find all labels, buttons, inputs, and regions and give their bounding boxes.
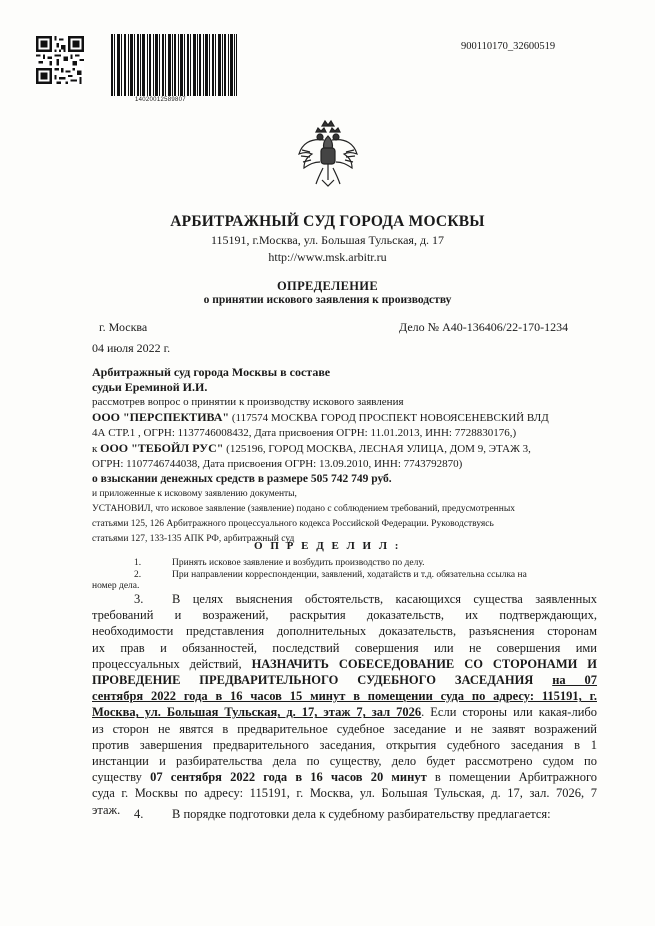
hearing-datetime: сентября 2022 года в 16 часов 15 минут в помещении суда по адресу: 115191, г. [92, 689, 597, 704]
hearing-datetime: на 07 [552, 673, 598, 688]
claim-line: о взыскании денежных средств в размере 505 742 749 руб. [92, 473, 392, 485]
preamble-line: рассмотрев вопрос о принятии к производству искового заявления [92, 396, 404, 408]
document-title: ОПРЕДЕЛЕНИЕ [277, 279, 378, 293]
document-city: г. Москва [99, 320, 148, 334]
item-3-text: . Если стороны или какая-либо [421, 705, 598, 720]
established-line: статьями 125, 126 Арбитражного процессуального кодекса Российской Федерации. Руководствуясь [92, 519, 494, 529]
plaintiff-details: (117574 МОСКВА ГОРОД ПРОСПЕКТ НОВОЯСЕНЕВСКИЙ ВЛД [229, 412, 549, 424]
item-3-line: этаж. [92, 802, 121, 817]
item-3-line [92, 704, 597, 720]
document-date: 04 июля 2022 г. [92, 341, 171, 355]
hearing-location: Москва, ул. Большая Тульская, д. 17, этаж 7, зал 7026 [92, 705, 422, 720]
qr-code [36, 36, 84, 84]
court-website: http://www.msk.arbitr.ru [268, 250, 387, 264]
defendant-prefix: к [92, 443, 101, 455]
composition-line: Арбитражный суд города Москвы в составе [92, 365, 331, 379]
operative-heading: О П Р Е Д Е Л И Л : [254, 540, 401, 552]
defendant-details-line: ОГРН: 1107746744038, Дата присвоения ОГРН: 13.09.2010, ИНН: 7743792870) [92, 458, 463, 470]
hearing-order: ПРОВЕДЕНИЕ ПРЕДВАРИТЕЛЬНОГО СУДЕБНОГО ЗАСЕДАНИЯ [92, 673, 534, 688]
item-3-line: необходимости представления дополнительных доказательств, разъяснения сторонам [92, 624, 597, 639]
item-3-text: В целях выяснения обстоятельств, касающихся существа заявленных [172, 592, 597, 606]
item-text: В порядке подготовки дела к судебному разбирательству предлагается: [172, 807, 551, 821]
court-title: АРБИТРАЖНЫЙ СУД ГОРОДА МОСКВЫ [170, 213, 485, 230]
operative-item-4 [92, 807, 551, 822]
item-3-line [92, 591, 597, 607]
item-3-line: инстанции и разбирательства дела по существу, дело будет рассмотрено судом по [92, 754, 597, 769]
barcode-number: 14020012589807 [135, 97, 186, 103]
case-number: Дело № А40-136406/22-170-1234 [399, 320, 569, 334]
item-3-line [92, 769, 597, 785]
document-subtitle: о принятии искового заявления к производству [203, 294, 452, 306]
item-3-line [92, 688, 597, 704]
item-text: Принять исковое заявление и возбудить производство по делу. [172, 558, 425, 568]
item-3-text: процессуальных действий, [92, 656, 252, 671]
barcode [111, 34, 237, 96]
item-3-line [92, 672, 597, 688]
item-number: 1. [134, 558, 142, 568]
hearing-order: НАЗНАЧИТЬ СОБЕСЕДОВАНИЕ СО СТОРОНАМИ И [251, 656, 597, 671]
item-number: 4. [134, 807, 144, 821]
plaintiff-name: ООО "ПЕРСПЕКТИВА" [92, 410, 230, 424]
item-3-line: суда г. Москвы по адресу: 115191, г. Москва, ул. Большая Тульская, д. 17, зал. 7026, 7 [92, 786, 597, 801]
operative-item-2 [92, 568, 597, 582]
item-3-line: из сторон не явятся в предварительное судебное заседание и не заявят возражений [92, 721, 597, 736]
court-address: 115191, г.Москва, ул. Большая Тульская, д. 17 [210, 233, 445, 247]
preamble [92, 395, 597, 547]
item-3-text: в помещении Арбитражного [426, 770, 598, 785]
document-id: 900110170_32600519 [461, 41, 556, 52]
defendant-details: (125196, ГОРОД МОСКВА, ЛЕСНАЯ УЛИЦА, ДОМ 9, ЭТАЖ 3, [223, 443, 531, 455]
operative-item-2-continued: номер дела. [92, 581, 140, 591]
attachments-line: и приложенные к исковому заявлению документы, [92, 489, 297, 499]
composition-judge: судьи Ереминой И.И. [92, 380, 208, 394]
coat-of-arms-emblem [296, 118, 360, 188]
item-3-line: их прав и обязанностей, последствий совершения или не совершения ими [92, 640, 597, 655]
item-number: 2. [134, 570, 142, 580]
court-composition [92, 365, 597, 395]
operative-item-3 [92, 591, 597, 818]
item-3-line [92, 656, 597, 672]
item-text: При направлении корреспонденции, заявлений, ходатайств и т.д. обязательна ссылка на [172, 570, 527, 580]
defendant-line [92, 441, 597, 457]
defendant-name: ООО "ТЕБОЙЛ РУС" [100, 441, 224, 455]
established-line: статьями 127, 133-135 АПК РФ, арбитражный суд [92, 534, 295, 544]
item-3-line: требований и возражений, раскрытия доказательств, их подтверждающих, [92, 608, 597, 623]
plaintiff-line [92, 410, 597, 426]
trial-datetime: 07 сентября 2022 года в 16 часов 20 минут [150, 770, 427, 785]
plaintiff-details-line: 4А СТР.1 , ОГРН: 1137746008432, Дата присвоения ОГРН: 11.01.2013, ИНН: 7728830176,) [92, 427, 517, 439]
item-3-line: против завершения предварительного заседания, открытия судебного заседания в 1 [92, 737, 597, 752]
established-line: УСТАНОВИЛ, что исковое заявление (заявление) подано с соблюдением требований, предусмотренных [92, 504, 515, 514]
item-number: 3. [134, 592, 144, 606]
item-3-text: существу [92, 770, 151, 785]
